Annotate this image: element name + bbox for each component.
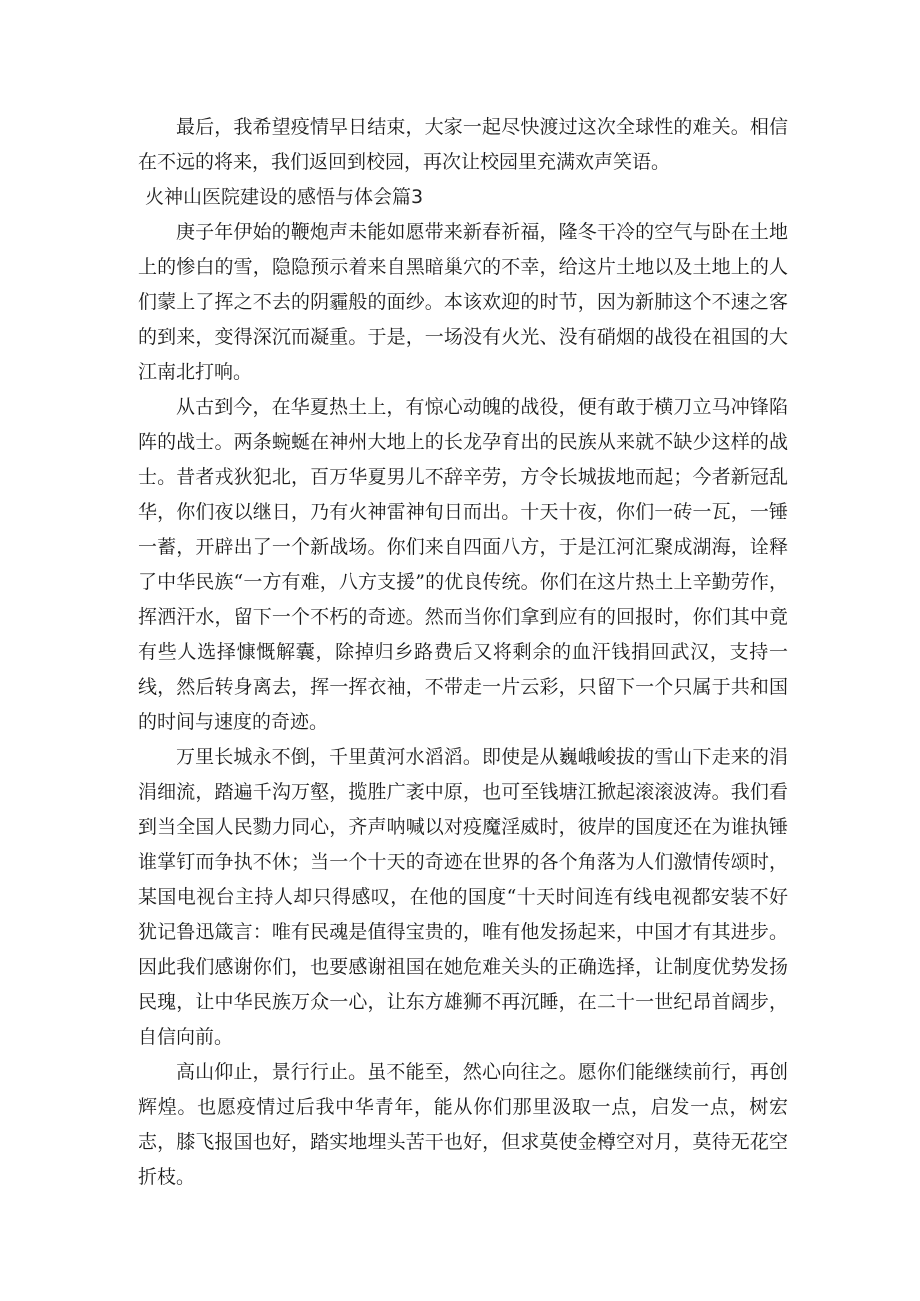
body-paragraph-3: 万里长城永不倒，千里黄河水滔滔。即使是从巍峨峻拔的雪山下走来的涓涓细流，踏遍千沟万壑，揽胜广袤中原，也可至钱塘江掀起滚滚波涛。我们看到当全国人民勠力同心，齐声呐喊以对疫魔淫威时，彼岸的国度还在为谁执锤谁掌钉而争执不休；当一个十天的奇迹在世界的各个角落为人们激情传颂时，某国电视台主持人却只得感叹，在他的国度“十天时间连有线电视都安装不好犹记鲁迅箴言：唯有民魂是值得宝贵的，唯有他发扬起来，中国才有其进步。因此我们感谢你们，也要感谢祖国在她危难关头的正确选择，让制度优势发扬民瑰，让中华民族万众一心，让东方雄狮不再沉睡，在二十一世纪昂首阔步，自信向前。 — [138, 746, 788, 1048]
section-heading: 火神山医院建设的感悟与体会篇3 — [145, 186, 424, 208]
body-paragraph-1: 庚子年伊始的鞭炮声未能如愿带来新春祈福，隆冬干冷的空气与卧在土地上的惨白的雪，隐隐预示着来自黑暗巢穴的不幸，给这片土地以及土地上的人们蒙上了挥之不去的阴霾般的面纱。本该欢迎的时节，因为新肺这个不速之客的到来，变得深沉而凝重。于是，一场没有火光、没有硝烟的战役在祖国的大江南北打响。 — [138, 221, 788, 383]
body-paragraph-2: 从古到今，在华夏热土上，有惊心动魄的战役，便有敢于横刀立马冲锋陷阵的战士。两条蜿蜒在神州大地上的长龙孕育出的民族从来就不缺少这样的战士。昔者戎狄犯北，百万华夏男儿不辞辛劳，方令长城拔地而起；今者新冠乱华，你们夜以继日，乃有火神雷神旬日而出。十天十夜，你们一砖一瓦，一锤一蓄，开辟出了一个新战场。你们来自四面八方，于是江河汇聚成湖海，诠释了中华民族“一方有难，八方支援”的优良传统。你们在这片热土上辛勤劳作，挥洒汗水，留下一个不朽的奇迹。然而当你们拿到应有的回报时，你们其中竟有些人选择慷慨解囊，除掉归乡路费后又将剩余的血汗钱捐回武汉，支持一线，然后转身离去，挥一挥衣袖，不带走一片云彩，只留下一个只属于共和国的时间与速度的奇迹。 — [138, 396, 788, 733]
intro-paragraph: 最后，我希望疫情早日结束，大家一起尽快渡过这次全球性的难关。相信在不远的将来，我们返回到校园，再次让校园里充满欢声笑语。 — [138, 116, 788, 173]
document-body — [138, 110, 788, 1195]
body-paragraph-4: 高山仰止，景行行止。虽不能至，然心向往之。愿你们能继续前行，再创辉煌。也愿疫情过后我中华青年，能从你们那里汲取一点，启发一点，树宏志，膝飞报国也好，踏实地埋头苦干也好，但求莫使金樽空对月，莫待无花空折枝。 — [138, 1061, 788, 1188]
